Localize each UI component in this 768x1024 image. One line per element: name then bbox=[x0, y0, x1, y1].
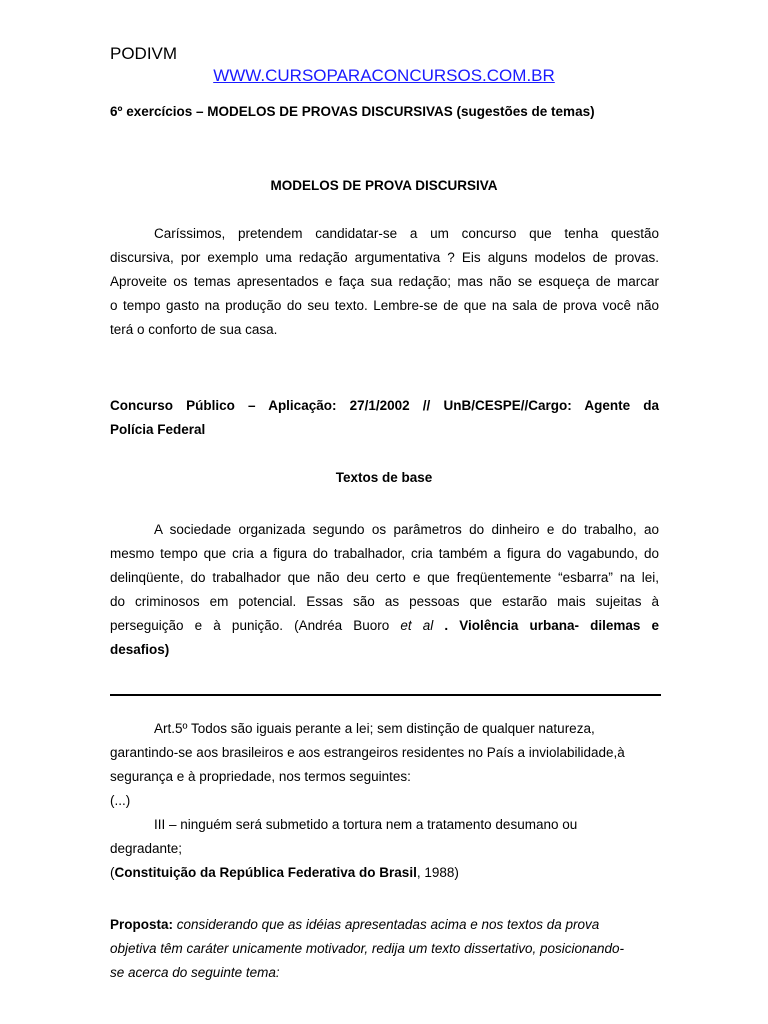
text2-line-5: III – ninguém será submetido a tortura nem a tratamento desumano ou bbox=[154, 817, 578, 832]
text2-line-4: (...) bbox=[110, 793, 131, 808]
exam-heading bbox=[110, 394, 659, 442]
section-title: MODELOS DE PROVA DISCURSIVA bbox=[270, 178, 498, 193]
intro-line-2: discursiva, por exemplo uma redação argumentativa ? Eis alguns modelos de provas. bbox=[110, 250, 659, 265]
site-link[interactable]: WWW.CURSOPARACONCURSOS.COM.BR bbox=[213, 66, 555, 85]
intro-line-5: terá o conforto de sua casa. bbox=[110, 322, 278, 337]
text1-line-6: desafios) bbox=[110, 642, 170, 657]
text2-line-2: garantindo-se aos brasileiros e aos estrangeiros residentes no País a inviolabilidade,à bbox=[110, 745, 625, 760]
text1-line-4: do criminosos em potencial. Essas são as pessoas que estarão mais sujeitas à bbox=[110, 594, 659, 609]
text1-line-2: mesmo tempo que cria a figura do trabalhador, cria também a figura do vagabundo, do bbox=[110, 546, 659, 561]
intro-line-3: Aproveite os temas apresentados e faça sua redação; mas não se esqueça de marcar bbox=[110, 274, 659, 289]
intro-paragraph bbox=[110, 222, 659, 342]
proposal-line-1: Proposta: considerando que as idéias apresentadas acima e nos textos da prova bbox=[110, 917, 600, 932]
text2-line-1: Art.5º Todos são iguais perante a lei; sem distinção de qualquer natureza, bbox=[154, 721, 595, 736]
proposal-paragraph bbox=[110, 913, 670, 985]
exam-line-1: Concurso Público – Aplicação: 27/1/2002 // UnB/CESPE//Cargo: Agente da bbox=[110, 398, 659, 413]
exam-line-2: Polícia Federal bbox=[110, 422, 206, 437]
intro-line-1: Caríssimos, pretendem candidatar-se a um concurso que tenha questão bbox=[154, 226, 659, 241]
proposal-line-2: objetiva têm caráter unicamente motivador, redija um texto dissertativo, posicionando- bbox=[110, 941, 625, 956]
text1-line-5: perseguição e à punição. (Andréa Buoro et al . Violência urbana- dilemas e bbox=[110, 618, 659, 633]
text2-source: (Constituição da República Federativa do Brasil, 1988) bbox=[110, 865, 459, 880]
brand-name: PODIVM bbox=[110, 44, 178, 63]
text2-line-6: degradante; bbox=[110, 841, 183, 856]
base-texts-title: Textos de base bbox=[335, 470, 433, 485]
base-text-2 bbox=[110, 717, 670, 885]
intro-line-4: o tempo gasto na produção do seu texto. Lembre-se de que na sala de prova você não bbox=[110, 298, 659, 313]
text2-line-3: segurança e à propriedade, nos termos seguintes: bbox=[110, 769, 411, 784]
base-text-1 bbox=[110, 518, 659, 662]
horizontal-divider bbox=[110, 694, 661, 696]
proposal-line-3: se acerca do seguinte tema: bbox=[110, 965, 280, 980]
text1-line-3: delinqüente, do trabalhador que não deu certo e que freqüentemente “esbarra” na lei, bbox=[110, 570, 659, 585]
document-subtitle: 6º exercícios – MODELOS DE PROVAS DISCURSIVAS (sugestões de temas) bbox=[110, 104, 595, 119]
text1-line-1: A sociedade organizada segundo os parâmetros do dinheiro e do trabalho, ao bbox=[154, 522, 659, 537]
